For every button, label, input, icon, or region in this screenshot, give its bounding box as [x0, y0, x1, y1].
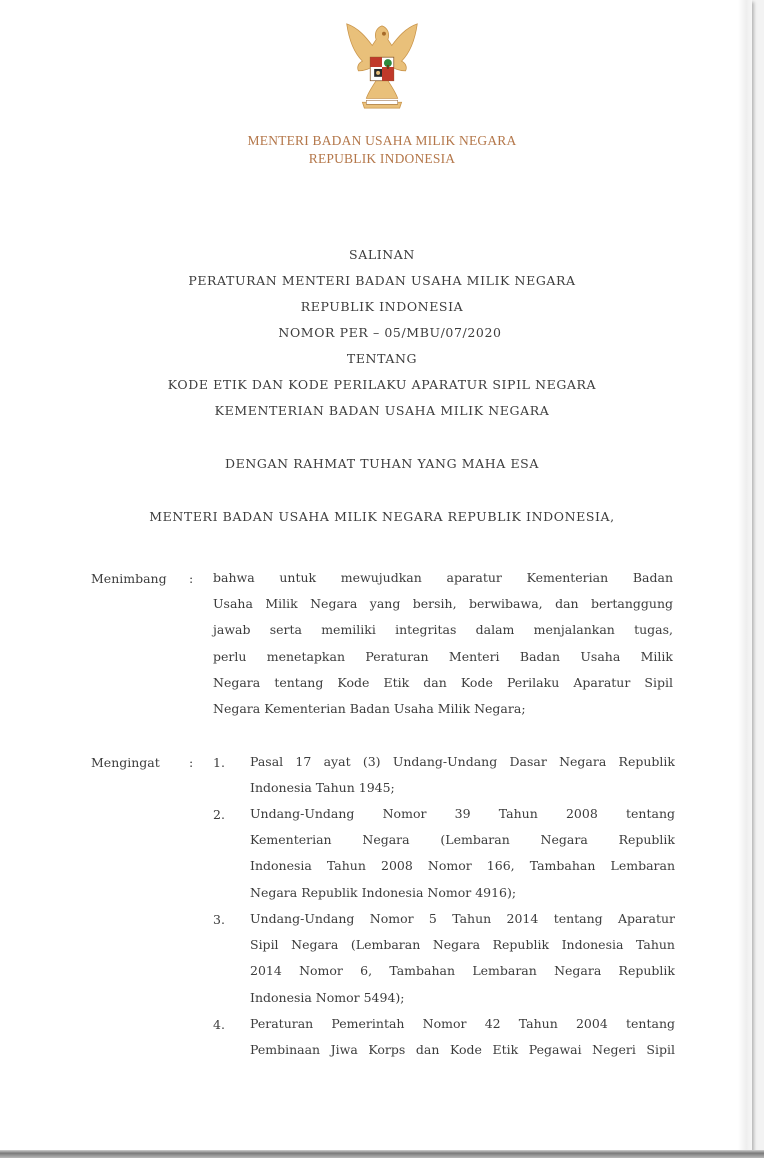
list-text	[250, 1011, 675, 1063]
list-line: Pembinaan Jiwa Korps dan Kode Etik Pegawai Negeri Sipil	[250, 1042, 675, 1058]
regulation-title-line2: REPUBLIK INDONESIA	[300, 299, 464, 314]
regulation-subject-line1: KODE ETIK DAN KODE PERILAKU APARATUR SIPIL NEGARA	[167, 377, 597, 392]
letterhead-country: REPUBLIK INDONESIA	[308, 151, 456, 166]
list-number: 2.	[213, 807, 225, 822]
list-line: Kementerian Negara (Lembaran Negara Republik	[250, 832, 675, 848]
garuda-emblem-icon	[333, 18, 431, 116]
list-line: Sipil Negara (Lembaran Negara Republik Indonesia Tahun	[250, 937, 675, 953]
list-text	[250, 749, 675, 801]
list-line: Peraturan Pemerintah Nomor 42 Tahun 2004 tentang	[250, 1016, 675, 1031]
menimbang-line: Usaha Milik Negara yang bersih, berwibawa, dan bertanggung	[213, 596, 673, 612]
letterhead-ministry: MENTERI BADAN USAHA MILIK NEGARA	[247, 133, 517, 148]
list-line: Pasal 17 ayat (3) Undang-Undang Dasar Negara Republik	[250, 754, 675, 769]
list-text	[250, 801, 675, 906]
regulation-number: NOMOR PER – 05/MBU/07/2020	[278, 325, 502, 340]
salinan-label: SALINAN	[349, 247, 415, 262]
regulation-title-line1: PERATURAN MENTERI BADAN USAHA MILIK NEGARA	[188, 273, 576, 288]
menimbang-colon: :	[189, 571, 194, 586]
tentang-label: TENTANG	[346, 351, 418, 366]
list-line: 2014 Nomor 6, Tambahan Lembaran Negara Republik	[250, 963, 675, 979]
mengingat-colon: :	[189, 755, 194, 770]
list-line: Undang-Undang Nomor 39 Tahun 2008 tentang	[250, 806, 675, 821]
list-line: Negara Republik Indonesia Nomor 4916);	[250, 884, 517, 900]
minister-declaration: MENTERI BADAN USAHA MILIK NEGARA REPUBLIK INDONESIA,	[149, 509, 615, 524]
invocation: DENGAN RAHMAT TUHAN YANG MAHA ESA	[225, 456, 539, 471]
list-line: Indonesia Tahun 2008 Nomor 166, Tambahan Lembaran	[250, 858, 675, 874]
list-line: Undang-Undang Nomor 5 Tahun 2014 tentang Aparatur	[250, 911, 675, 926]
page-edge-shadow	[738, 0, 752, 1153]
mengingat-label: Mengingat	[91, 755, 160, 770]
regulation-subject-line2: KEMENTERIAN BADAN USAHA MILIK NEGARA	[214, 403, 550, 418]
list-number: 3.	[213, 912, 225, 927]
list-number: 4.	[213, 1017, 225, 1032]
menimbang-line: bahwa untuk mewujudkan aparatur Kementerian Badan	[213, 570, 673, 585]
menimbang-label: Menimbang	[91, 571, 167, 586]
menimbang-line: perlu menetapkan Peraturan Menteri Badan Usaha Milik	[213, 648, 673, 664]
list-line: Indonesia Nomor 5494);	[250, 989, 405, 1005]
list-line: Indonesia Tahun 1945;	[250, 780, 395, 796]
list-number: 1.	[213, 755, 225, 770]
menimbang-text	[213, 565, 673, 722]
menimbang-line: Negara Kementerian Badan Usaha Milik Negara;	[213, 700, 526, 716]
page-bottom-shadow	[0, 1150, 764, 1158]
menimbang-line: jawab serta memiliki integritas dalam menjalankan tugas,	[213, 622, 673, 638]
menimbang-line: Negara tentang Kode Etik dan Kode Perilaku Aparatur Sipil	[213, 674, 673, 690]
list-text	[250, 906, 675, 1011]
